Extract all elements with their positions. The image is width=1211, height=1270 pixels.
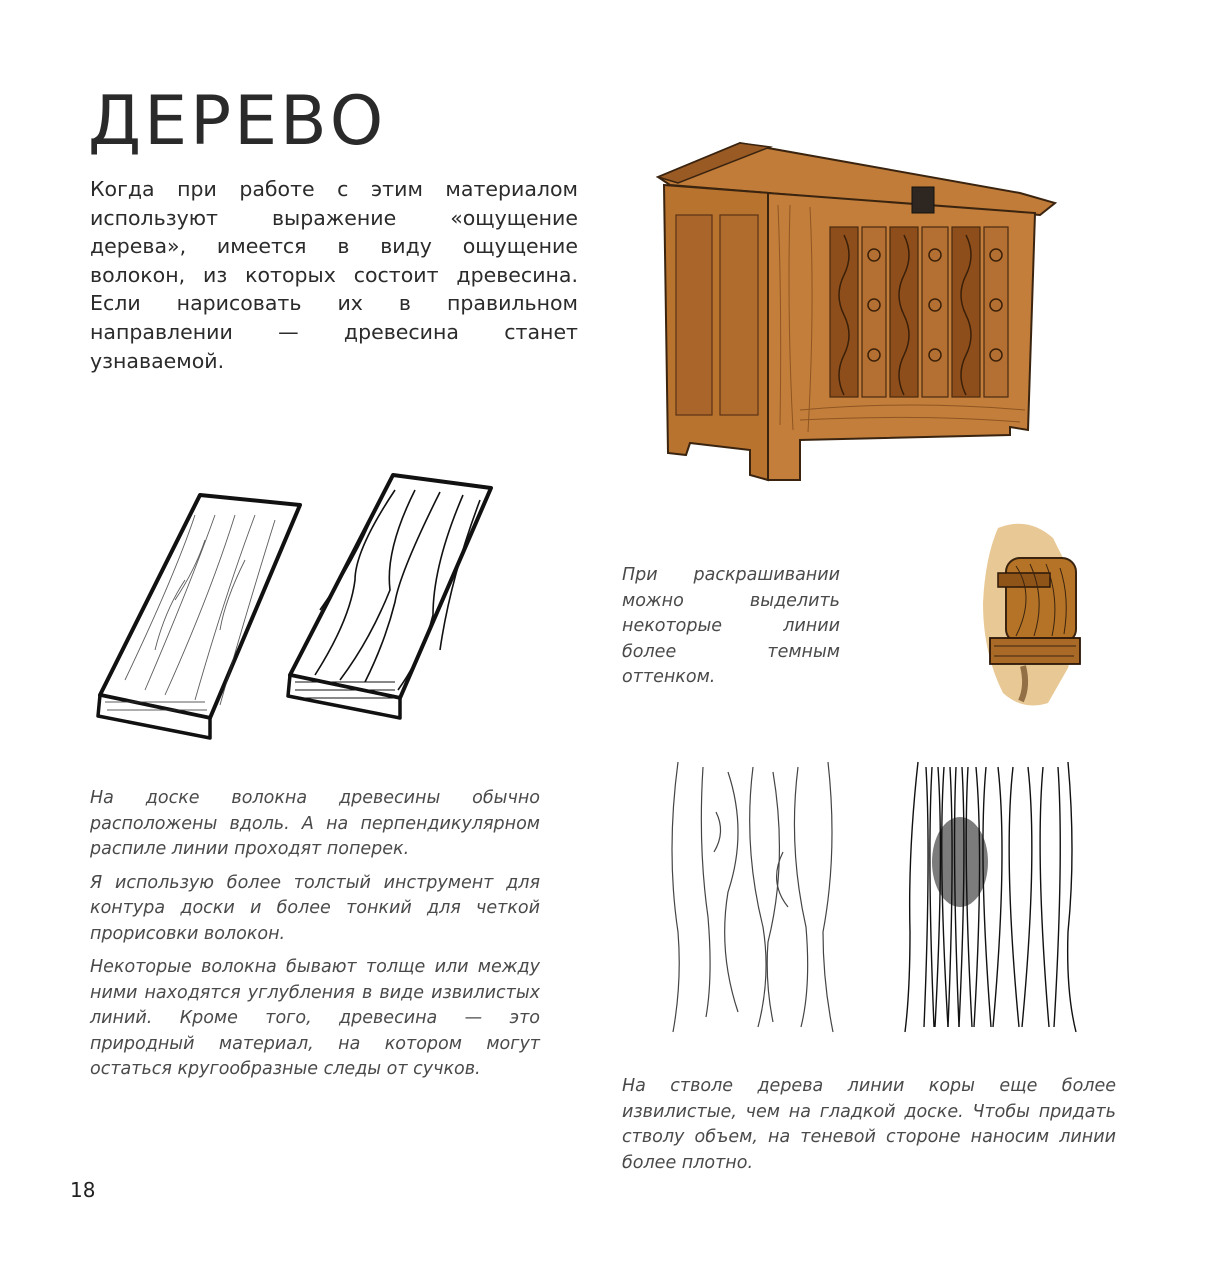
boards-caption-paragraph: Некоторые волокна бывают толще или между ними находятся углубления в виде извилистых линий. Кроме того, древесина — это природный материал, на котором могут остаться кругообразные следы от сучков.: [90, 957, 540, 1079]
boards-caption-paragraph: На доске волокна древесины обычно расположены вдоль. А на перпендикулярном распиле линии проходят поперек.: [90, 788, 540, 859]
trunk-caption: На стволе дерева линии коры еще более извилистые, чем на гладкой доске. Чтобы придать стволу объем, на теневой стороне наносим линии более плотно.: [622, 1076, 1116, 1173]
page-title: ДЕРЕВО: [88, 82, 387, 161]
boards-illustration: [95, 470, 495, 745]
page-number: 18: [70, 1178, 96, 1202]
log-joint-illustration: [968, 518, 1088, 708]
intro-paragraph: Когда при работе с этим материалом используют выражение «ощущение дерева», имеется в виду ощущение волокон, из которых состоит древесина. Если нарисовать их в правильном направлении — древесина станет узнаваемой.: [90, 177, 578, 373]
trunk-illustration: [668, 752, 1088, 1034]
boards-caption-paragraph: Я использую более толстый инструмент для контура доски и более тонкий для четкой прорисовки волокон.: [90, 872, 540, 944]
coloring-caption: При раскрашивании можно выделить некоторые линии более темным оттенком.: [622, 565, 840, 687]
chest-illustration: [650, 135, 1060, 485]
boards-caption: [90, 786, 540, 1091]
